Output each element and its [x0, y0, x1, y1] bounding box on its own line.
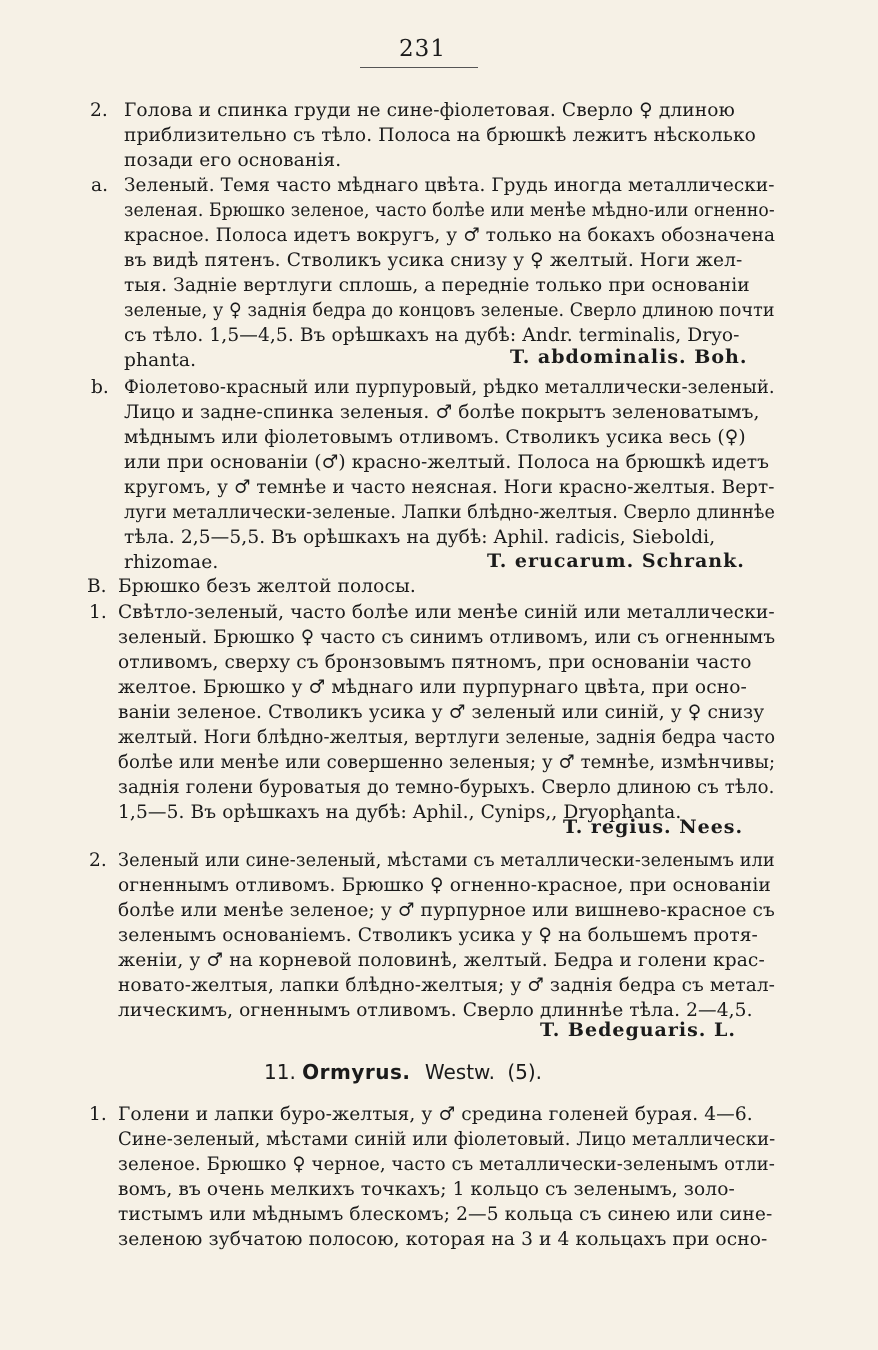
entry-line: мѣднымъ или фіолетовымъ отливомъ. Стволикъ усика весь (♀)	[124, 427, 746, 448]
entry-line: зеленою зубчатою полосою, которая на 3 и 4 кольцахъ при осно-	[118, 1229, 768, 1250]
entry-line: или при основаніи (♂) красно-желтый. Полоса на брюшкѣ идетъ	[124, 452, 770, 473]
entry-line: Лицо и задне-спинка зеленыя. ♂ болѣе покрытъ зеленоватымъ,	[124, 402, 760, 423]
entry-line: лическимъ, огненнымъ отливомъ. Сверло длиннѣе тѣла. 2—4,5.	[118, 1000, 753, 1021]
entry-line: новато-желтыя, лапки блѣдно-желтыя; у ♂ заднія бедра съ метал-	[118, 975, 776, 996]
entry-line: Голени и лапки буро-желтыя, у ♂ средина голеней бурая. 4—6.	[118, 1104, 753, 1125]
entry-line: луги металлически-зеленые. Лапки блѣдно-желтыя. Сверло длиннѣе	[124, 502, 776, 523]
entry-label: b.	[91, 377, 109, 398]
species-name: T. abdominalis. Boh.	[510, 346, 748, 368]
genus-name: Ormyrus.	[302, 1060, 411, 1084]
entry-line: Сине-зеленый, мѣстами синій или фіолетовый. Лицо металлически-	[118, 1129, 776, 1150]
entry-line: 1,5—5. Въ орѣшкахъ на дубѣ: Aphil., Cynips,, Dryophanta.	[118, 802, 682, 823]
entry-line: Зеленый. Темя часто мѣднаго цвѣта. Грудь иногда металлически-	[124, 175, 775, 196]
entry-line: красное. Полоса идетъ вокругъ, у ♂ только на бокахъ обозначена	[124, 225, 776, 246]
entry-label: 2.	[90, 100, 108, 121]
entry-line: Фіолетово-красный или пурпуровый, рѣдко металлически-зеленый.	[124, 377, 775, 398]
entry-line: тѣла. 2,5—5,5. Въ орѣшкахъ на дубѣ: Aphil. radicis, Sieboldi,	[124, 527, 716, 548]
species-name: T. regius. Nees.	[563, 816, 744, 838]
entry-line: вомъ, въ очень мелкихъ точкахъ; 1 кольцо съ зеленымъ, золо-	[118, 1179, 735, 1200]
species-name: T. Bedeguaris. L.	[540, 1019, 736, 1041]
entry-line: заднія голени буроватыя до темно-бурыхъ. Сверло длиною съ тѣло.	[118, 777, 775, 798]
entry-line: Зеленый или сине-зеленый, мѣстами съ металлически-зеленымъ или	[118, 850, 775, 871]
entry-line: Свѣтло-зеленый, часто болѣе или менѣе синій или металлически-	[118, 602, 775, 623]
header-rule	[360, 67, 478, 68]
entry-line: Брюшко безъ желтой полосы.	[118, 576, 416, 597]
entry-line: огненнымъ отливомъ. Брюшко ♀ огненно-красное, при основаніи	[118, 875, 771, 896]
entry-label: 1.	[89, 602, 107, 623]
entry-line: позади его основанія.	[124, 150, 342, 171]
entry-label: 1.	[89, 1104, 107, 1125]
species-name: T. erucarum. Schrank.	[487, 550, 745, 572]
entry-line: зеленый. Брюшко ♀ часто съ синимъ отливомъ, или съ огненнымъ	[118, 627, 776, 648]
entry-label: a.	[91, 175, 108, 196]
genus-author: Westw.	[424, 1060, 495, 1084]
entry-line: зеленое. Брюшко ♀ черное, часто съ металлически-зеленымъ отли-	[118, 1154, 776, 1175]
entry-line: зеленая. Брюшко зеленое, часто болѣе или менѣе мѣдно-или огненно-	[124, 200, 775, 221]
entry-line: женіи, у ♂ на корневой половинѣ, желтый. Бедра и голени крас-	[118, 950, 765, 971]
entry-line: желтое. Брюшко у ♂ мѣднаго или пурпурнаго цвѣта, при осно-	[118, 677, 747, 698]
entry-line: phanta.	[124, 350, 197, 371]
entry-line: въ видѣ пятенъ. Стволикъ усика снизу у ♀ желтый. Ноги жел-	[124, 250, 743, 271]
genus-heading	[264, 1059, 542, 1085]
entry-line: тыя. Заднie вертлуги сплошь, а передніе только при основаніи	[124, 275, 750, 296]
entry-line: rhizomae.	[124, 552, 219, 573]
genus-number: 11.	[264, 1060, 296, 1084]
entry-line: тистымъ или мѣднымъ блескомъ; 2—5 кольца съ синею или сине-	[118, 1204, 773, 1225]
entry-line: приблизительно съ тѣло. Полоса на брюшкѣ лежитъ нѣсколько	[124, 125, 756, 146]
entry-label: B.	[87, 576, 107, 597]
entry-label: 2.	[89, 850, 107, 871]
entry-line: отливомъ, сверху съ бронзовымъ пятномъ, при основаніи часто	[118, 652, 752, 673]
genus-count: (5).	[507, 1060, 542, 1084]
entry-line: съ тѣло. 1,5—4,5. Въ орѣшкахъ на дубѣ: Andr. terminalis, Dryo-	[124, 325, 740, 346]
entry-line: Голова и спинка груди не сине-фіолетовая. Сверло ♀ длиною	[124, 100, 735, 121]
entry-line: зеленые, у ♀ заднія бедра до концовъ зеленые. Сверло длиною почти	[124, 300, 775, 321]
entry-line: болѣе или менѣе или совершенно зеленыя; у ♂ темнѣе, измѣнчивы;	[118, 752, 776, 773]
entry-line: ваніи зеленое. Стволикъ усика у ♂ зеленый или синій, у ♀ снизу	[118, 702, 765, 723]
entry-line: кругомъ, у ♂ темнѣе и часто неясная. Ноги красно-желтыя. Верт-	[124, 477, 775, 498]
entry-line: болѣе или менѣе зеленое; у ♂ пурпурное или вишнево-красное съ	[118, 900, 775, 921]
entry-line: желтый. Ноги блѣдно-желтыя, вертлуги зеленые, заднія бедра часто	[118, 727, 776, 748]
entry-line: зеленымъ основаніемъ. Стволикъ усика у ♀ на большемъ протя-	[118, 925, 758, 946]
page-number: 231	[399, 36, 446, 62]
